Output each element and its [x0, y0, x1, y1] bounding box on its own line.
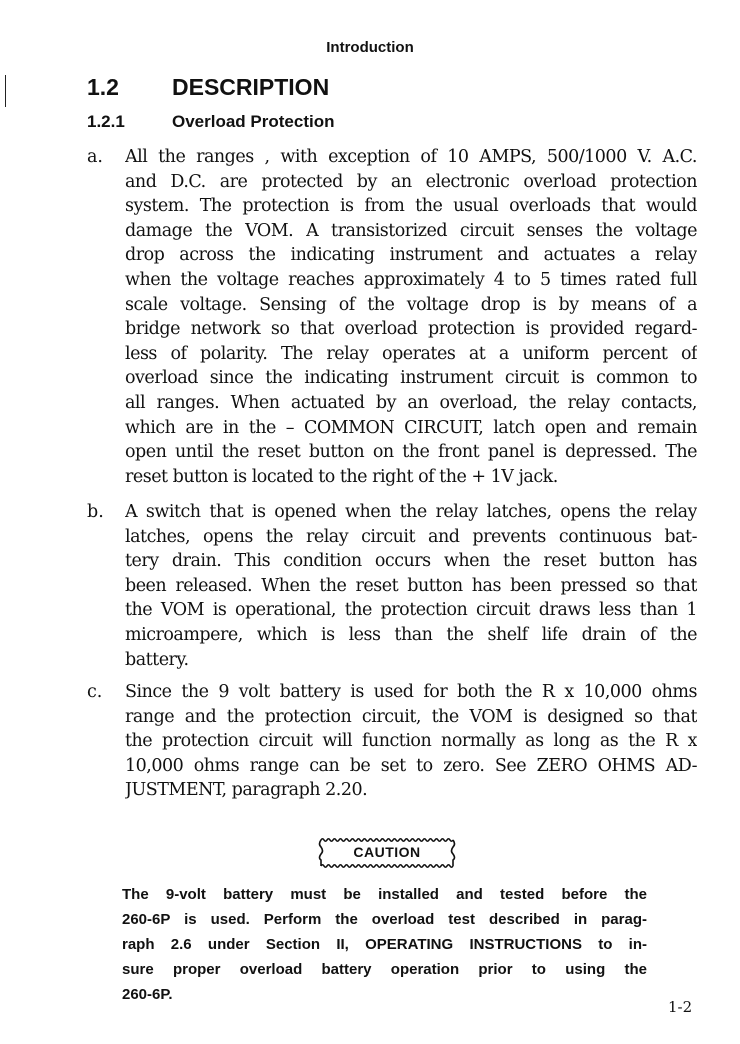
text-line: open until the reset button on the front panel is depressed. The: [125, 442, 697, 463]
text-line: range and the protection circuit, the VOM is designed so that: [125, 706, 697, 727]
caution-label: CAUTION: [353, 844, 421, 860]
paragraph-label: b.: [87, 502, 104, 522]
caution-line: 260-6P.: [122, 986, 173, 1003]
section-heading: [87, 74, 329, 101]
change-bar: [5, 75, 6, 107]
text-line: microampere, which is less than the shelf life drain of the: [125, 624, 697, 645]
caution-box: [318, 836, 456, 869]
section-number: 1.2: [87, 74, 119, 100]
text-line: and D.C. are protected by an electronic overload protection: [125, 171, 697, 192]
text-line: All the ranges , with exception of 10 AMPS, 500/1000 V. A.C.: [125, 147, 697, 167]
text-line: drop across the indicating instrument and actuates a relay: [125, 245, 697, 266]
paragraph-c: [87, 680, 699, 803]
subsection-number: 1.2.1: [87, 112, 125, 131]
text-line: when the voltage reaches approximately 4 to 5 times rated full: [125, 269, 697, 290]
text-line: scale voltage. Sensing of the voltage drop is by means of a: [125, 294, 697, 315]
text-line: all ranges. When actuated by an overload, the relay contacts,: [125, 392, 697, 413]
page-number: 1-2: [668, 998, 693, 1016]
text-line: latches, opens the relay circuit and prevents continuous bat-: [125, 526, 697, 547]
text-line: damage the VOM. A transistorized circuit senses the voltage: [125, 220, 697, 241]
section-title: DESCRIPTION: [172, 74, 330, 100]
paragraph-label: a.: [87, 147, 103, 167]
text-line: 10,000 ohms range can be set to zero. See ZERO OHMS AD-: [125, 755, 697, 776]
subsection-title: Overload Protection: [172, 112, 335, 131]
text-line: been released. When the reset button has been pressed so that: [125, 575, 697, 596]
paragraph-a: [87, 145, 699, 489]
text-line: bridge network so that overload protection is provided regard-: [125, 319, 697, 340]
text-line: reset button is located to the right of the + 1V jack.: [125, 466, 558, 487]
caution-line: raph 2.6 under Section II, OPERATING INSTRUCTIONS to in-: [122, 936, 647, 953]
running-head: Introduction: [326, 39, 414, 56]
text-line: overload since the indicating instrument circuit is common to: [125, 368, 697, 389]
caution-line: 260-6P is used. Perform the overload test described in parag-: [122, 911, 647, 928]
paragraph-b: [87, 500, 699, 672]
text-line: battery.: [125, 649, 189, 670]
subsection-heading: [87, 112, 334, 132]
caution-line: sure proper overload battery operation prior to using the: [122, 961, 647, 978]
caution-line: The 9-volt battery must be installed and tested before the: [122, 886, 647, 903]
text-line: which are in the – COMMON CIRCUIT, latch open and remain: [125, 417, 697, 438]
text-line: tery drain. This condition occurs when the reset button has: [125, 551, 697, 572]
text-line: JUSTMENT, paragraph 2.20.: [125, 780, 368, 801]
caution-text: [122, 882, 647, 1007]
paragraph-label: c.: [87, 682, 103, 702]
text-line: the protection circuit will function normally as long as the R x: [125, 731, 697, 752]
text-line: less of polarity. The relay operates at a uniform percent of: [125, 343, 697, 364]
text-line: A switch that is opened when the relay latches, opens the relay: [125, 502, 697, 522]
text-line: system. The protection is from the usual overloads that would: [125, 196, 697, 217]
text-line: the VOM is operational, the protection circuit draws less than 1: [125, 600, 697, 621]
text-line: Since the 9 volt battery is used for both the R x 10,000 ohms: [125, 682, 697, 702]
